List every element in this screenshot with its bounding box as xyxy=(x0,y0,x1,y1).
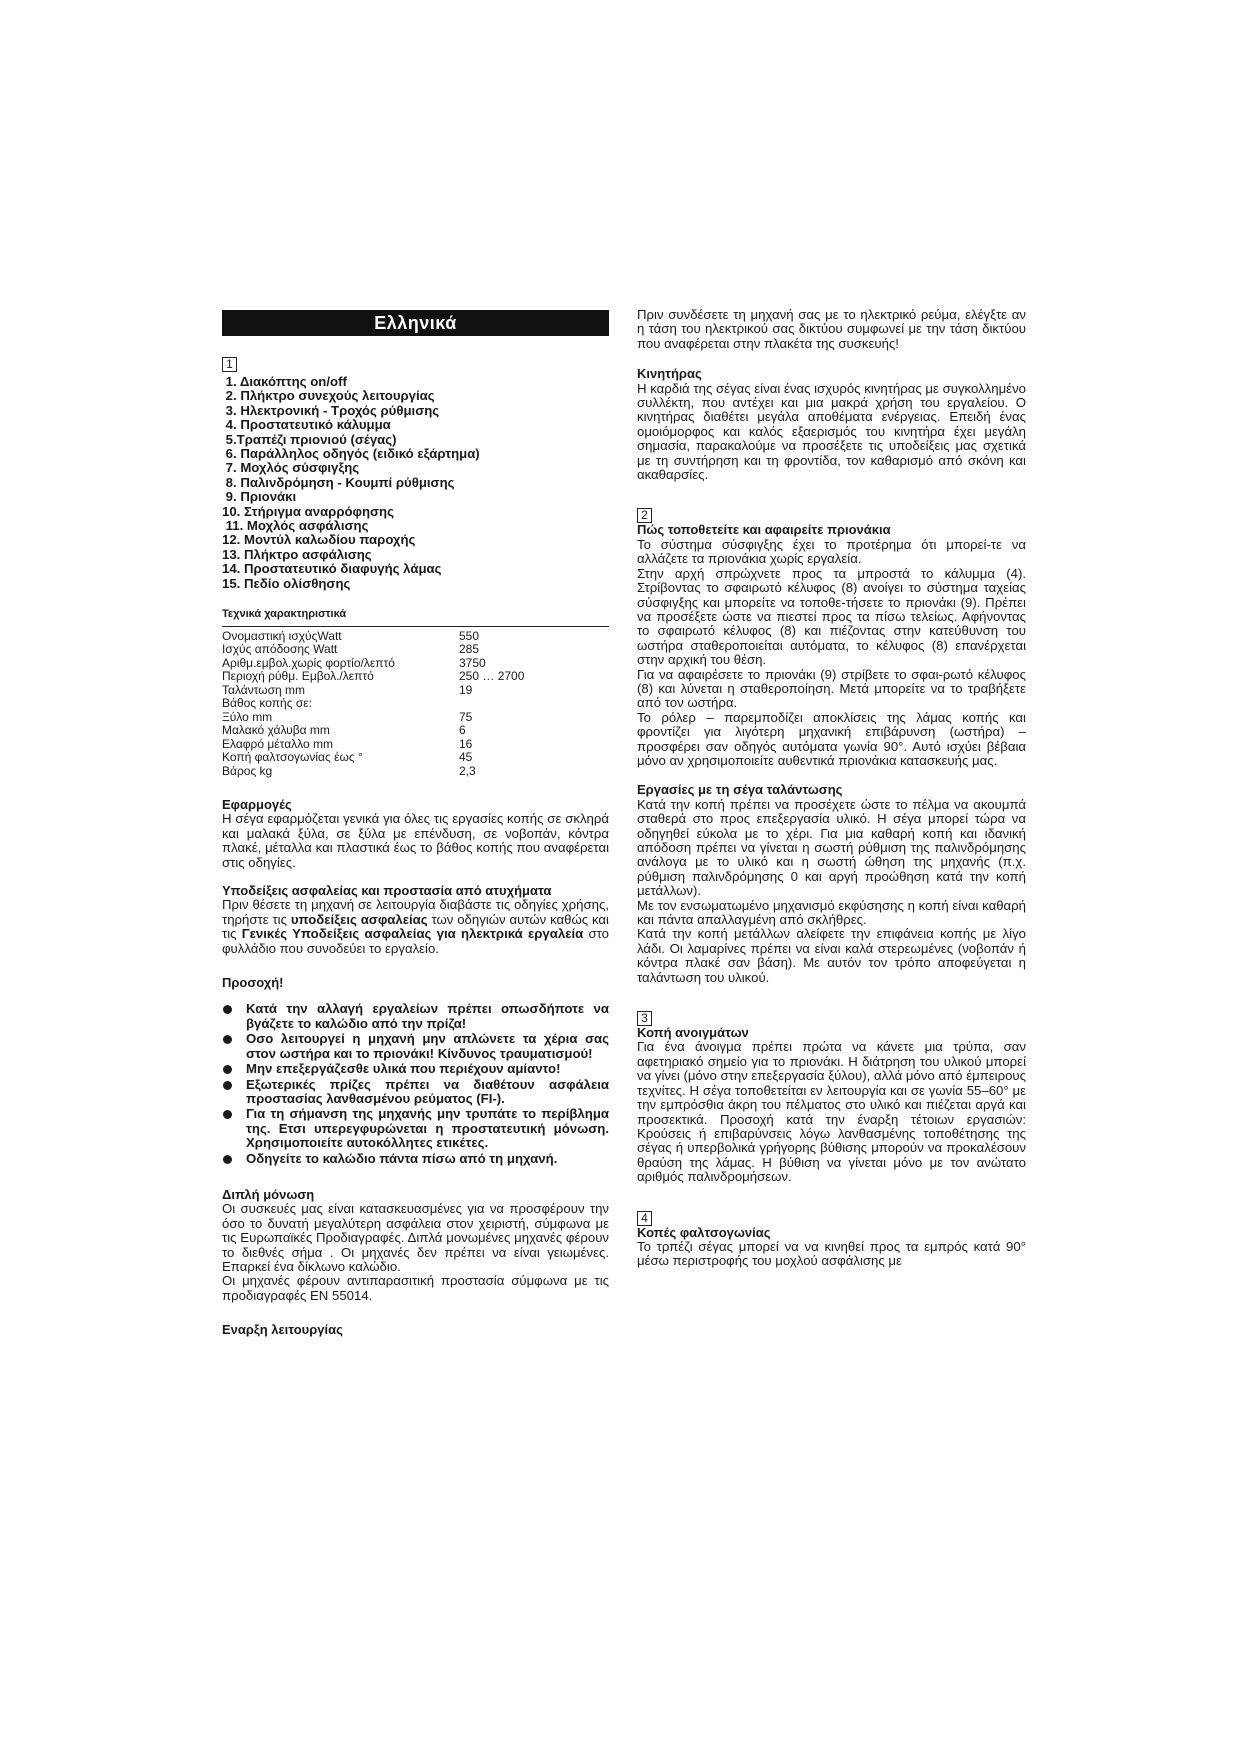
attention-item-text: Οδηγείτε το καλώδιο πάντα πίσω από τη μηχανή. xyxy=(246,1150,558,1166)
motor-text: Η καρδιά της σέγας είναι ένας ισχυρός κινητήρας με συγκολλημένο συλλέκτη, που αντέχει και μια μακρά χρήση του εργαλείου. Ο κινητήρας διαθέτει μεγάλα αποθέματα ενέργειας. Επειδή ένας ομοιόμορφος και καλός εξαερισμός του κινητήρα έχει μεγάλη σημασία, παρακαλούμε να προσέξετε τις υποδείξεις μας σχετικά με τη συντήρηση και τη φροντίδα, τον καθαρισμό από σκόνη και ακαθαρσίες. xyxy=(637,380,1026,483)
spec-value: 550 xyxy=(459,628,480,643)
spec-value: 250 … 2700 xyxy=(459,669,525,683)
spec-label: Ξύλο mm xyxy=(222,709,273,724)
figure-3-label: 3 xyxy=(637,1011,652,1026)
spec-row xyxy=(222,643,609,657)
work-text: Κατά την κοπή πρέπει να προσέχετε ώστε το πέλμα να ακουμπά σταθερά στο προς επεξεργασία υλικό. Η σέγα μπορεί τώρα να οδηγηθεί εύκολα με το χέρι. Για μια καθαρή κοπή και ιδανική απόδοση πρέπει να γίνεται η σωστή ρύθμιση της παλινδρόμησης ανάλογα με το υλικό και η σωστή ώθηση της μηχανής (π.χ. ρύθμιση παλινδρόμησης 0 και αργή προώθηση κατά την κοπή μετάλλων). xyxy=(637,796,1026,899)
miter-heading: Κοπές φαλτσογωνίας xyxy=(637,1224,771,1240)
safety-text-part: Πριν θέσετε τη μηχανή σε λειτουργία διαβάστε τις οδηγίες χρήσης, τηρήστε τις xyxy=(222,897,609,927)
bullet-icon xyxy=(223,1155,232,1164)
spec-label: Ταλάντωση mm xyxy=(222,682,306,697)
spec-value: 2,3 xyxy=(459,763,476,778)
attention-item xyxy=(222,1062,609,1076)
miter-text: Το τρπέζι σέγας μπορεί να να κινηθεί προς τα εμπρός κατά 90° μέσω περιστροφής του μοχλού ασφάλισης με xyxy=(637,1238,1026,1269)
tech-specs-table xyxy=(222,630,609,779)
intro-text: Πριν συνδέσετε τη μηχανή σας με το ηλεκτρικό ρεύμα, ελέγξτε αν η τάση του ηλεκτρικού σας δικτύου συμφωνεί με την τάση δικτύου που αναφέρεται στην πλακέτα της συσκευής! xyxy=(637,307,1026,351)
right-column xyxy=(637,308,1026,1269)
attention-item-text: Κατά την αλλαγή εργαλείων πρέπει οπωσδήποτε να βγάζετε το καλώδιο από την πρίζα! xyxy=(246,1001,609,1031)
attention-heading: Προσοχή! xyxy=(222,975,284,991)
attention-item xyxy=(222,1152,609,1166)
attention-item-text: Οσο λειτουργεί η μηχανή μην απλώνετε τα χέρια σας στον ωστήρα και το πριονάκι! Κίνδυνος τραυματισμού! xyxy=(246,1031,609,1061)
parts-list xyxy=(222,375,609,591)
spec-row xyxy=(222,765,609,779)
language-title: Ελληνικά xyxy=(222,310,609,336)
spec-label: Βάθος κοπής σε: xyxy=(222,696,312,710)
work-heading: Εργασίες με τη σέγα ταλάντωσης xyxy=(637,782,843,798)
insulation-text: Οι μηχανές φέρουν αντιπαρασιτική προστασία σύμφωνα με τις προδιαγραφές EN 55014. xyxy=(222,1273,609,1303)
tech-specs-divider xyxy=(222,626,609,627)
work-text: Κατά την κοπή μετάλλων αλείφετε την επιφάνεια κοπής με λίγο λάδι. Οι λαμαρίνες πρέπει να είναι καλά στερεωμένες (νοβοπάν ή κόντρα πλακέ σαν βάση). Με αυτόν τον τρόπο αποφεύγεται η ταλάντωση του υλικού. xyxy=(637,926,1026,985)
bullet-icon xyxy=(223,1081,232,1090)
spec-row xyxy=(222,738,609,752)
spec-label: Αριθμ.εμβολ.χωρίς φορτίο/λεπτό xyxy=(222,655,395,670)
spec-value xyxy=(459,697,609,711)
parts-item: 14. Προστατευτικό διαφυγής λάμας xyxy=(222,561,442,577)
parts-item: 4. Προστατευτικό κάλυμμα xyxy=(222,417,391,433)
blade-text: Το ρόλερ – παρεμποδίζει αποκλίσεις της λάμας κοπής και φροντίζει για λιγότερη μηχανική επιβάρυνση (ωστήρα) – προσφέρει σαν οδηγός αυτόματα γωνία 90°. Αυτό ισχύει βέβαια μόνο αν χρησιμοποιείτε αυθεντικά πριονάκια κατασκευής μας. xyxy=(637,709,1026,768)
attention-item-text: Μην επεξεργάζεσθε υλικά που περιέχουν αμίαντο! xyxy=(246,1061,561,1077)
spec-value: 45 xyxy=(459,750,473,764)
attention-item xyxy=(222,1002,609,1031)
spec-row xyxy=(222,630,609,644)
parts-item: 6. Παράλληλος οδηγός (ειδικό εξάρτημα) xyxy=(222,446,480,462)
parts-item: 12. Μοντύλ καλωδίου παροχής xyxy=(222,532,416,548)
work-text: Με τον ενσωματωμένο μηχανισμό εκφύσησης η κοπή είναι καθαρή και πάντα απαλλαγμένη από σκλήθρες. xyxy=(637,897,1026,928)
spec-label: Μαλακό χάλυβα mm xyxy=(222,723,330,737)
spec-label: Κοπή φαλτσογωνίας έως ° xyxy=(222,750,363,764)
spec-label: Ελαφρό μέταλλο mm xyxy=(222,736,333,751)
spec-row xyxy=(222,697,609,711)
spec-label: Ισχύς απόδοσης Watt xyxy=(222,642,338,656)
blade-text: Για να αφαιρέσετε το πριονάκι (9) στρίβετε το σφαι-ρωτό κέλυφος (8) και λύνεται η σταθεροποίηση. Μετά μπορείτε να το τραβήξετε από τον ωστήρα. xyxy=(637,666,1026,711)
parts-item: 9. Πριονάκι xyxy=(222,489,297,505)
parts-item: 15. Πεδίο ολίσθησης xyxy=(222,575,351,591)
parts-item: 8. Παλινδρόμηση - Κουμπί ρύθμισης xyxy=(222,474,455,490)
left-column xyxy=(222,310,609,1338)
attention-bullets xyxy=(222,1002,609,1165)
attention-item xyxy=(222,1107,609,1150)
openings-heading: Κοπή ανοιγμάτων xyxy=(637,1025,749,1041)
insulation-text: Οι συσκευές μας είναι κατασκευασμένες για να προσφέρουν την όσο το δυνατή μεγαλύτερη ασφάλεια στον χειριστή, σύμφωνα με τις Ευρωπαϊκές Προδιαγραφές. Διπλά μονωμένες μηχανές φέρουν το διεθνές σήμα . Οι μηχανές δεν πρέπει να είναι γειωμένες. Επαρκεί ένα δίκλωνο καλώδιο. xyxy=(222,1201,609,1274)
parts-item: 7. Μοχλός σύσφιγξης xyxy=(222,460,360,476)
bullet-icon xyxy=(223,1005,232,1014)
bullet-icon xyxy=(223,1065,232,1074)
blade-text: Το σύστημα σύσφιγξης έχει το προτέρημα ότι μπορεί-τε να αλλάζετε τα πριονάκια χωρίς εργαλεία. xyxy=(637,536,1026,567)
parts-item: 10. Στήριγμα αναρρόφησης xyxy=(222,503,394,519)
spec-label: Βάρος kg xyxy=(222,763,273,778)
applications-heading: Εφαρμογές xyxy=(222,797,292,812)
parts-item: 13. Πλήκτρο ασφάλισης xyxy=(222,546,372,562)
parts-item: 1. Διακόπτης on/off xyxy=(222,374,347,389)
spec-value: 6 xyxy=(459,723,466,737)
spec-row xyxy=(222,670,609,684)
parts-item: 11. Μοχλός ασφάλισης xyxy=(222,518,369,534)
attention-item xyxy=(222,1078,609,1107)
attention-item xyxy=(222,1032,609,1061)
applications-text: Η σέγα εφαρμόζεται γενικά για όλες τις εργασίες κοπής σε σκληρά και μαλακά ξύλα, σε ξύλα με επένδυση, σε νοβοπάν, κόντρα πλακέ, μέταλλα και πλαστικά έως το βάθος κοπής που αναφέρεται στις οδηγίες. xyxy=(222,811,609,870)
spec-row xyxy=(222,684,609,698)
start-heading: Εναρξη λειτουργίας xyxy=(222,1322,343,1338)
spec-value: 3750 xyxy=(459,655,486,670)
parts-item: 3. Ηλεκτρονική - Τροχός ρύθμισης xyxy=(222,402,440,418)
spec-row xyxy=(222,751,609,765)
spec-label: Περιοχή ρύθμ. Εμβολ./λεπτό xyxy=(222,669,374,683)
safety-text-part: στο φυλλάδιο που συνοδεύει το εργαλείο. xyxy=(222,926,609,956)
spec-value: 16 xyxy=(459,736,473,751)
attention-item-text: Εξωτερικές πρίζες πρέπει να διαθέτουν ασφάλεια προστασίας λανθασμένου ρεύματος (FI-). xyxy=(246,1076,609,1106)
safety-text-part: των οδηγιών αυτών καθώς και τις xyxy=(222,911,609,942)
spec-value: 75 xyxy=(459,709,473,724)
spec-value: 19 xyxy=(459,682,473,697)
figure-1-label: 1 xyxy=(222,357,237,372)
spec-row xyxy=(222,711,609,725)
openings-text: Για ένα άνοιγμα πρέπει πρώτα να κάνετε μια τρύπα, σαν αφετηριακό σημείο για το πριονάκι. Η διάτρηση του υλικού μπορεί να γίνει (μόνο στην επεξεργασία ξύλου), αλλά μόνο από έμπειρους τεχνίτες. Η σέγα τοποθετείται εν λειτουργία και σε γωνία 55–60° με την εμπρόσθια άκρη του πέλματος στο υλικό και πιέζεται αργά και προσεκτικά. Προσοχή κατά την έναρξη τέτοιων εργασιών: Κρούσεις ή επιβαρύνσεις λόγω λανθασμένης τοποθέτησης της σέγας ή υπερβολικά γρήγορης βύθισης μπορούν να προκαλέσουν θραύση της λάμας. Η βύθιση να γίνεται μόνο με τον ανώτατο αριθμός παλινδρομήσεων. xyxy=(637,1039,1026,1185)
motor-heading: Κινητήρας xyxy=(637,366,702,382)
safety-heading: Υποδείξεις ασφαλείας και προστασία από ατυχήματα xyxy=(222,883,552,899)
parts-item: 2. Πλήκτρο συνεχούς λειτουργίας xyxy=(222,388,435,404)
safety-text-emphasis: υποδείξεις ασφαλείας xyxy=(290,911,428,927)
safety-text xyxy=(222,898,609,956)
tech-specs-heading: Τεχνικά χαρακτηριστικά xyxy=(222,608,347,621)
spec-value: 285 xyxy=(459,642,480,656)
bullet-icon xyxy=(223,1035,232,1044)
spec-row xyxy=(222,724,609,738)
insulation-heading: Διπλή μόνωση xyxy=(222,1186,315,1202)
blade-text: Στην αρχή σπρώχνετε προς τα μπροστά το κάλυμμα (4). Στρίβοντας το σφαιρωτό κέλυφος (8) ανοίγει το σύστημα ταχείας σύσφιγξης και μπορείτε να τοποθε-τήσετε το πριονάκι (9). Πρέπει να προσέξετε ώστε να πιεστεί προς τα πίσω τελείως. Αφήνοντας το σφαιρωτό κέλυφος (8) και πιέζοντας στην κατεύθυνση του ωστήρα σταθεροποιείται αυτόματα, το κέλυφος (8) επανέρχεται στην αρχική του θέση. xyxy=(637,565,1026,668)
safety-text-emphasis: Γενικές Υποδείξεις ασφαλείας για ηλεκτρικά εργαλεία xyxy=(241,926,584,942)
blade-heading: Πώς τοποθετείτε και αφαιρείτε πριονάκια xyxy=(637,522,891,538)
parts-item: 5.Τραπέζι πριονιού (σέγας) xyxy=(222,431,397,447)
figure-2-label: 2 xyxy=(637,508,652,523)
spec-row xyxy=(222,657,609,671)
spec-label: Ονομαστική ισχύςWatt xyxy=(222,628,342,643)
bullet-icon xyxy=(223,1110,232,1119)
figure-4-label: 4 xyxy=(637,1211,652,1226)
attention-item-text: Για τη σήμανση της μηχανής μην τρυπάτε το περίβλημα της. Ετσι υπερεγφυρώνεται η προστατευτική μόνωση. Χρησιμοποιείτε αυτοκόλλητες ετικέτες. xyxy=(246,1106,609,1151)
